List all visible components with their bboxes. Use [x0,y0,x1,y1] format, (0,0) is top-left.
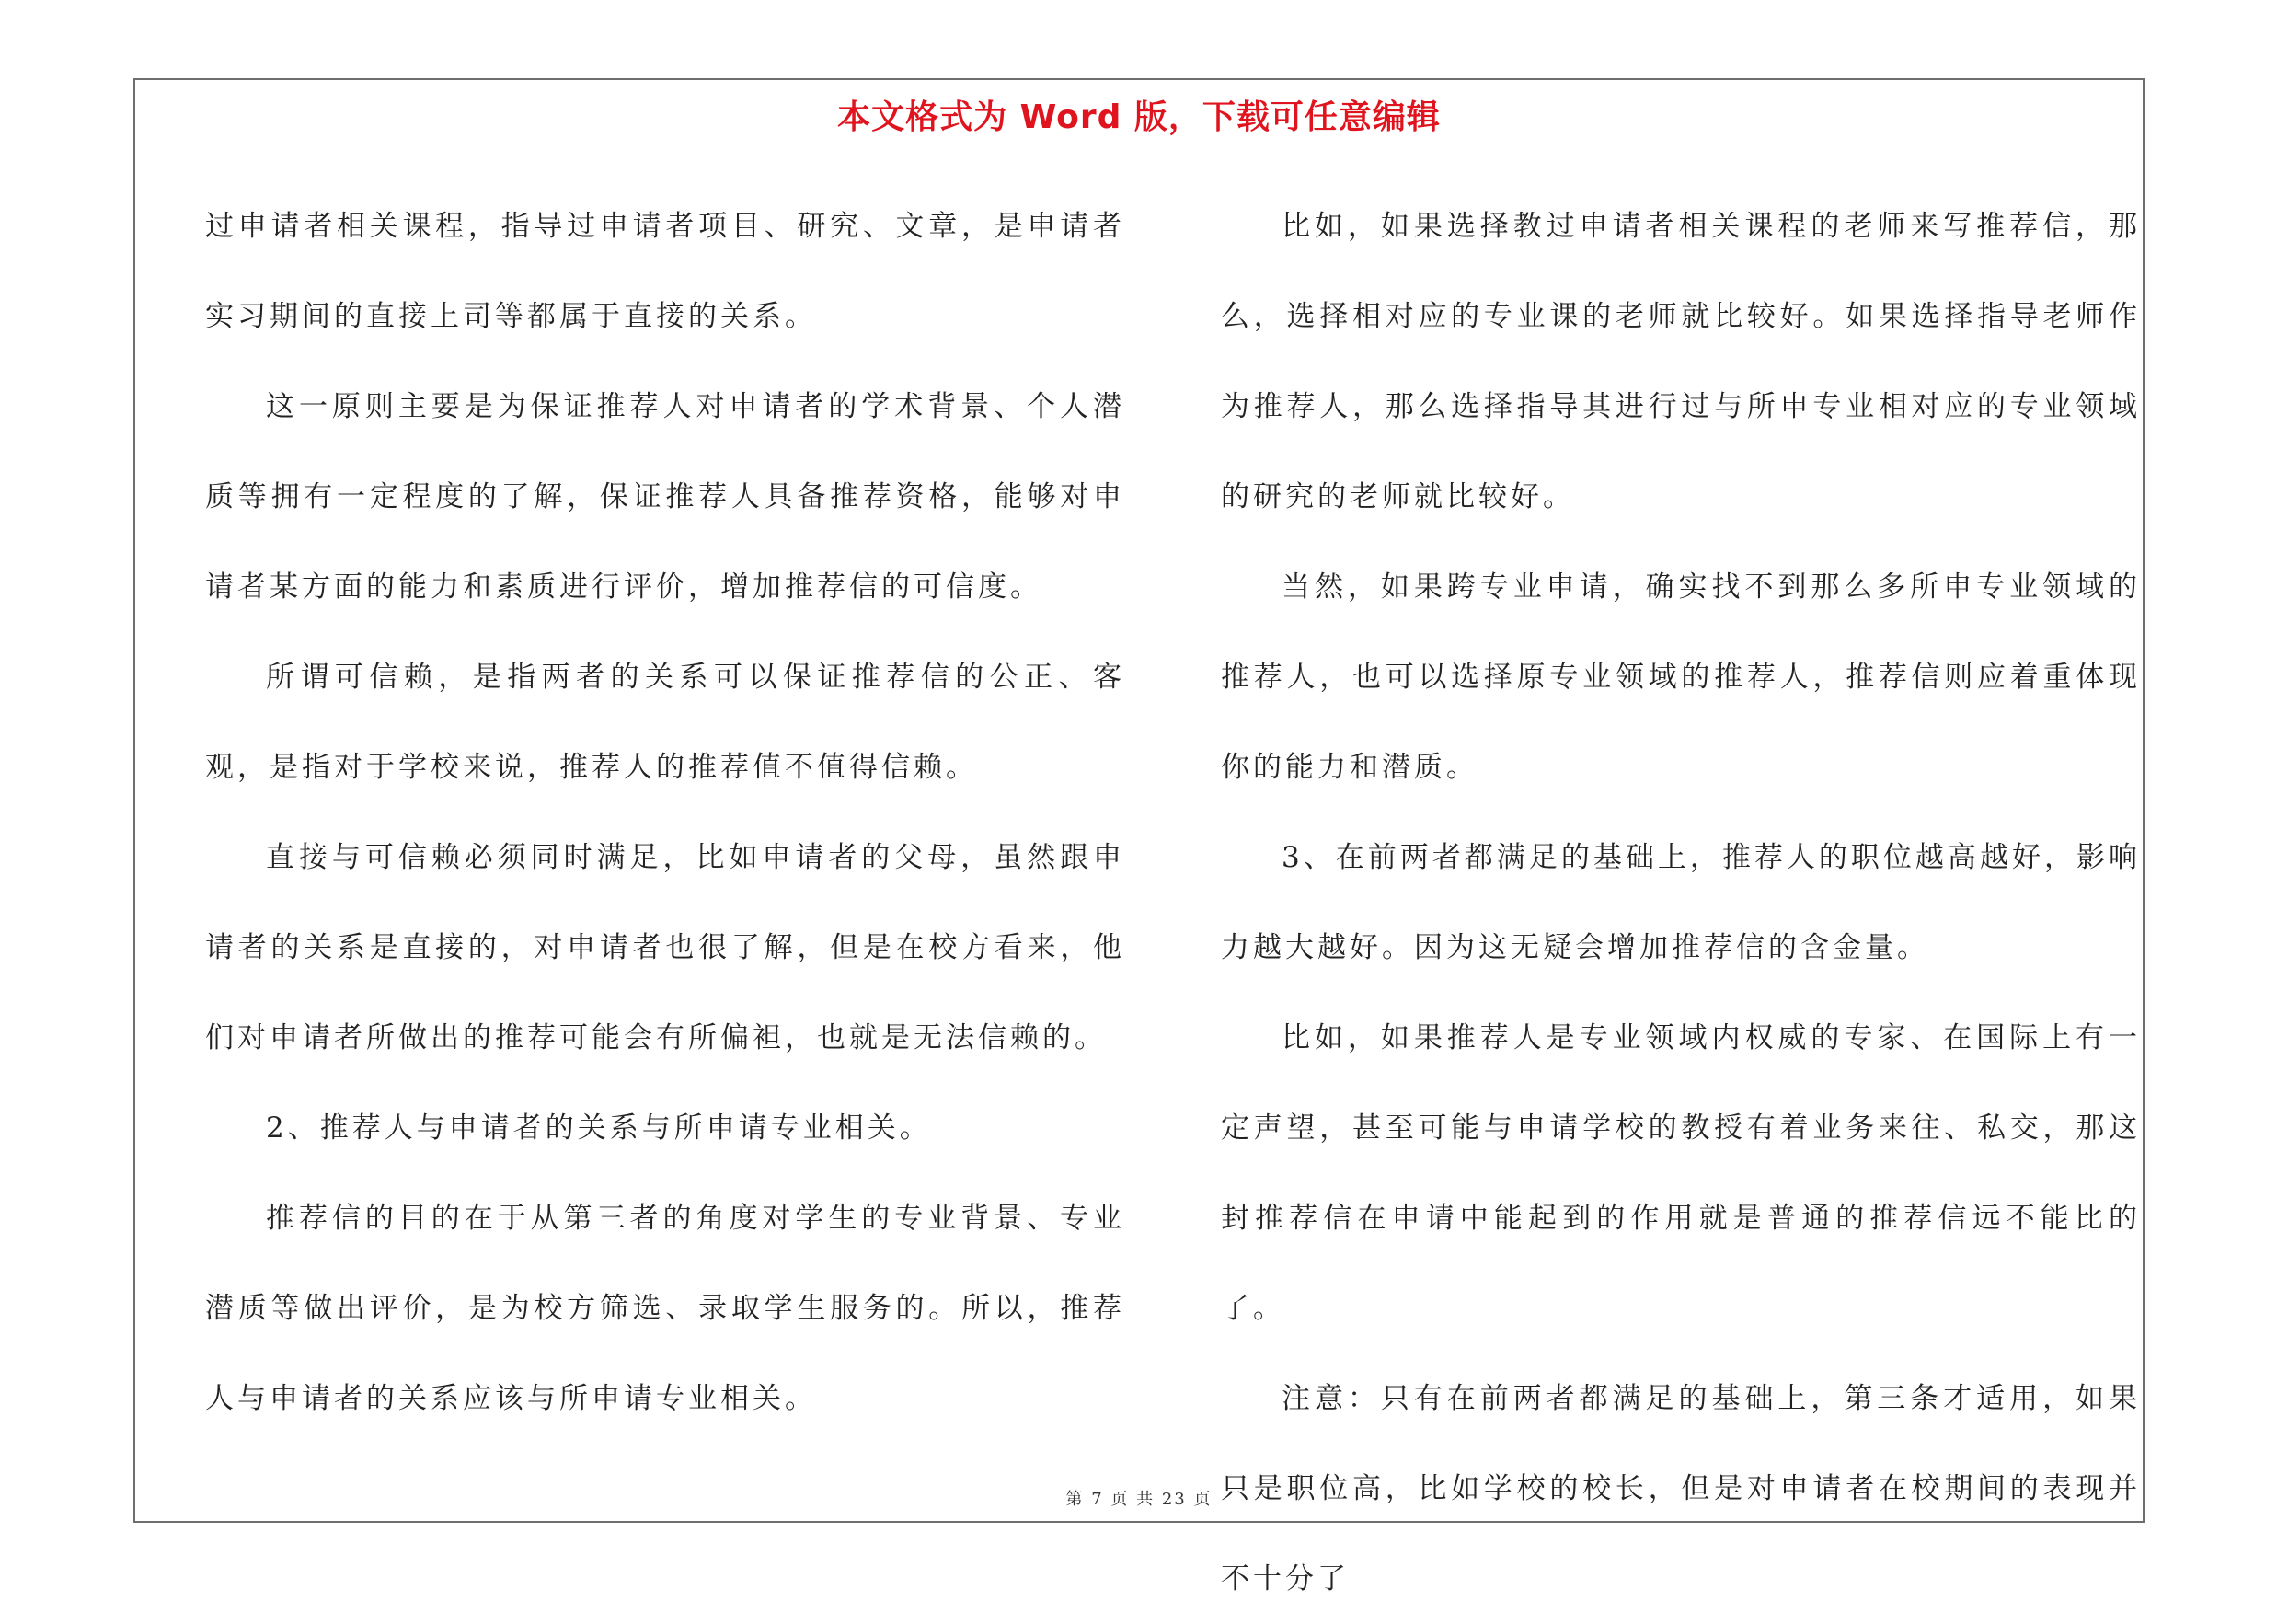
section-heading: 3、在前两者都满足的基础上，推荐人的职位越高越好，影响力越大越好。因为这无疑会增加推荐信的含金量。 [1221,841,2141,964]
paragraph: 过申请者相关课程，指导过申请者项目、研究、文章，是申请者实习期间的直接上司等都属于直接的关系。 [205,210,1125,333]
paragraph: 所谓可信赖，是指两者的关系可以保证推荐信的公正、客观，是指对于学校来说，推荐人的推荐值不值得信赖。 [205,661,1125,784]
right-column [1221,181,2141,1624]
paragraph: 直接与可信赖必须同时满足，比如申请者的父母，虽然跟申请者的关系是直接的，对申请者也很了解，但是在校方看来，他们对申请者所做出的推荐可能会有所偏袒，也就是无法信赖的。 [205,841,1125,1054]
format-banner: 本文格式为 Word 版，下载可任意编辑 [837,98,1441,136]
left-column [205,181,1125,1444]
paragraph: 当然，如果跨专业申请，确实找不到那么多所申专业领域的推荐人，也可以选择原专业领域的推荐人，推荐信则应着重体现你的能力和潜质。 [1221,570,2141,784]
paragraph: 注意：只有在前两者都满足的基础上，第三条才适用，如果只是职位高，比如学校的校长，但是对申请者在校期间的表现并不十分了 [1221,1382,2141,1595]
paragraph: 这一原则主要是为保证推荐人对申请者的学术背景、个人潜质等拥有一定程度的了解，保证推荐人具备推荐资格，能够对申请者某方面的能力和素质进行评价，增加推荐信的可信度。 [205,390,1125,604]
document-page [133,78,2145,1595]
page-number: 第 7 页 共 23 页 [1065,1490,1213,1509]
paragraph: 推荐信的目的在于从第三者的角度对学生的专业背景、专业潜质等做出评价，是为校方筛选、录取学生服务的。所以，推荐人与申请者的关系应该与所申请专业相关。 [205,1202,1125,1415]
paragraph: 比如，如果选择教过申请者相关课程的老师来写推荐信，那么，选择相对应的专业课的老师就比较好。如果选择指导老师作为推荐人，那么选择指导其进行过与所申专业相对应的专业领域的研究的老师就比较好。 [1221,210,2141,513]
paragraph: 比如，如果推荐人是专业领域内权威的专家、在国际上有一定声望，甚至可能与申请学校的教授有着业务来往、私交，那这封推荐信在申请中能起到的作用就是普通的推荐信远不能比的了。 [1221,1021,2141,1325]
section-heading: 2、推荐人与申请者的关系与所申请专业相关。 [266,1111,932,1145]
